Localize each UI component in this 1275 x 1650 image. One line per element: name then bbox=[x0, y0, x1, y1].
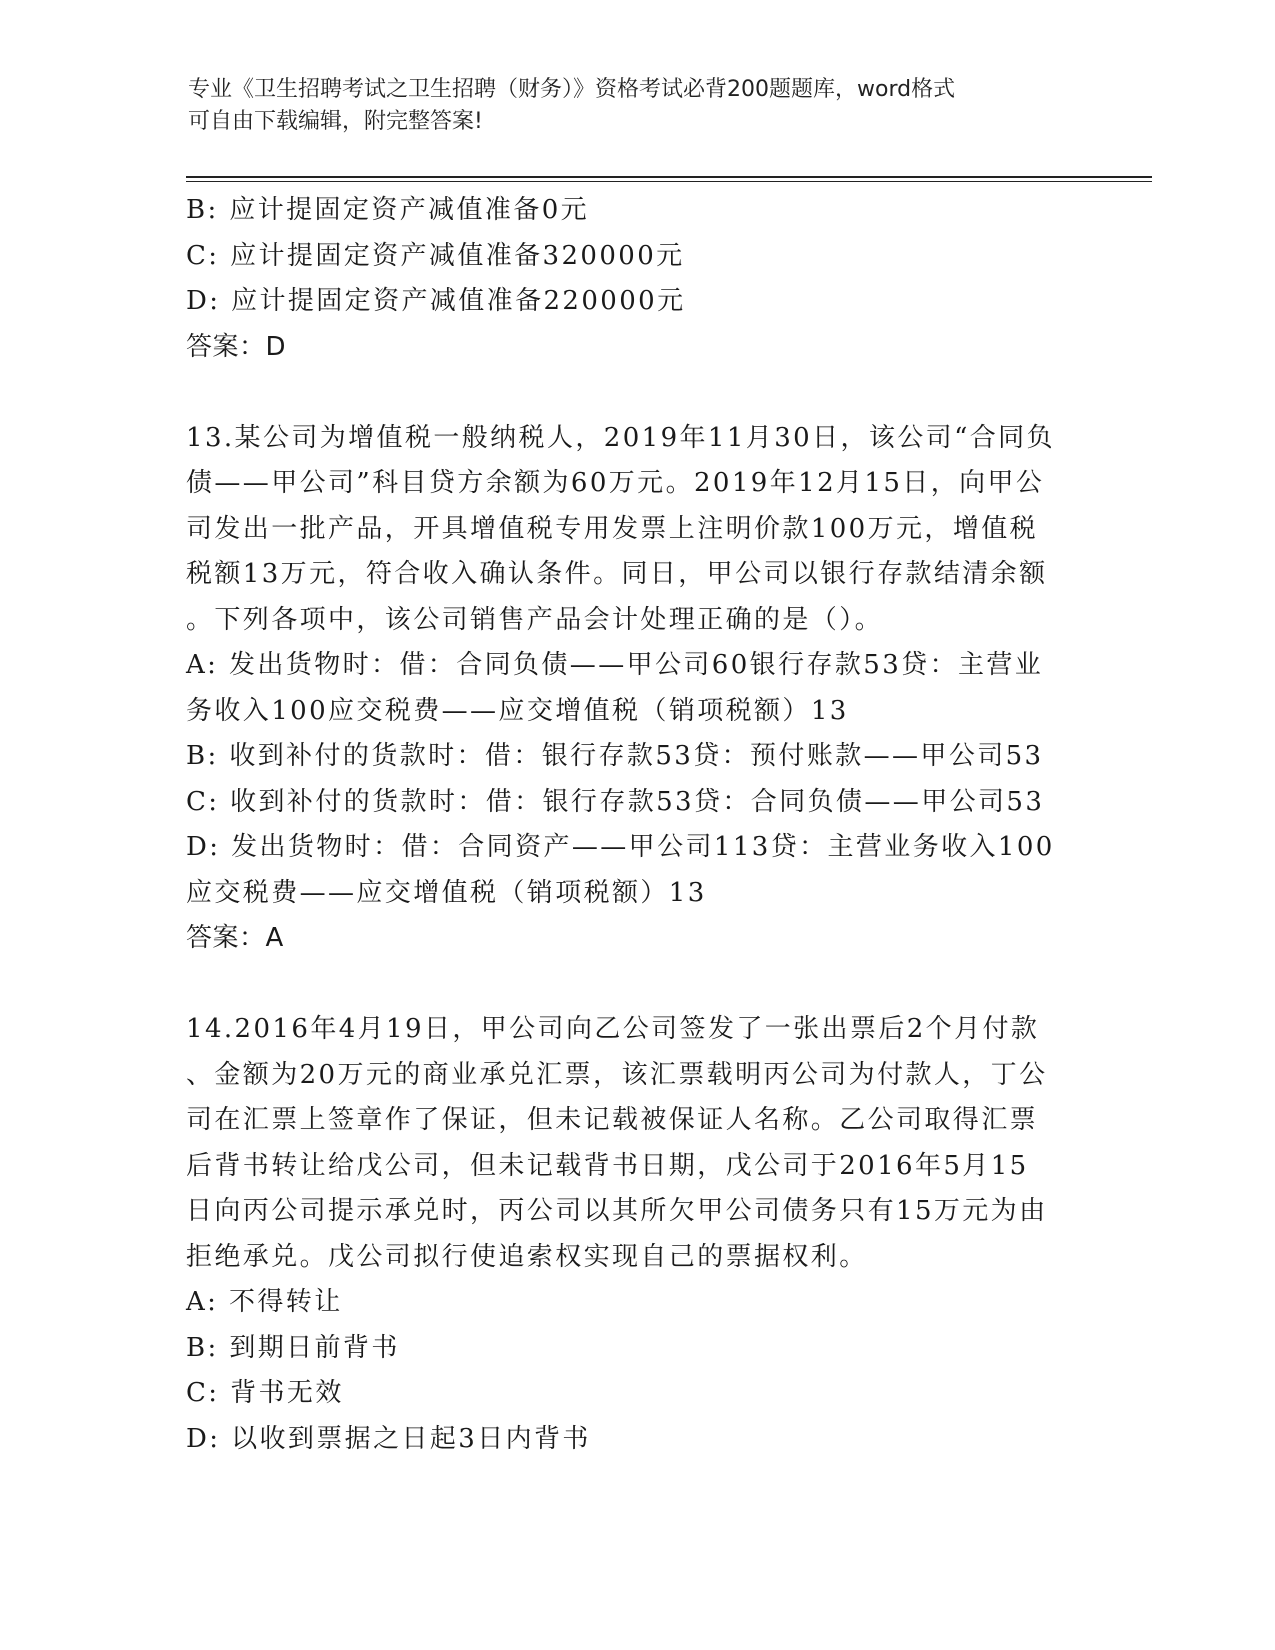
stem-line: 后背书转让给戊公司，但未记载背书日期，戊公司于2016年5月15 bbox=[186, 1150, 1029, 1181]
stem-line: 税额13万元，符合收入确认条件。同日，甲公司以银行存款结清余额 bbox=[186, 559, 1048, 589]
question-14 bbox=[186, 1007, 1086, 1462]
stem-line: 、金额为20万元的商业承兑汇票，该汇票载明丙公司为付款人，丁公 bbox=[186, 1059, 1048, 1090]
option-d: D: 应计提固定资产减值准备220000元 bbox=[186, 286, 686, 316]
option-c: C: 应计提固定资产减值准备320000元 bbox=[186, 240, 685, 271]
page-header bbox=[188, 74, 1068, 138]
option-d-line: 应交税费——应交增值税（销项税额）13 bbox=[186, 877, 707, 908]
option-a: A: 不得转让 bbox=[186, 1287, 343, 1317]
option-b: B: 应计提固定资产减值准备0元 bbox=[186, 195, 590, 225]
option-b: B: 收到补付的货款时：借：银行存款53贷：预付账款——甲公司53 bbox=[186, 741, 1044, 771]
question-stem bbox=[186, 1007, 1086, 1280]
stem-line: 14.2016年4月19日，甲公司向乙公司签发了一张出票后2个月付款 bbox=[186, 1014, 1040, 1044]
header-title-line-2: 可自由下载编辑，附完整答案! bbox=[188, 109, 483, 134]
stem-line: 拒绝承兑。戊公司拟行使追索权实现自己的票据权利。 bbox=[186, 1241, 868, 1272]
stem-line: 。下列各项中，该公司销售产品会计处理正确的是（）。 bbox=[186, 604, 884, 635]
question-stem bbox=[186, 416, 1086, 644]
question-12-tail bbox=[186, 188, 1086, 370]
stem-line: 13.某公司为增值税一般纳税人，2019年11月30日，该公司“合同负 bbox=[186, 422, 1055, 453]
option-a-line: A: 发出货物时：借：合同负债——甲公司60银行存款53贷：主营业 bbox=[186, 650, 1044, 680]
stem-line: 债——甲公司”科目贷方余额为60万元。2019年12月15日，向甲公 bbox=[186, 468, 1045, 498]
option-b: B: 到期日前背书 bbox=[186, 1332, 400, 1363]
document-body bbox=[186, 188, 1086, 1462]
header-title-line-1: 专业《卫生招聘考试之卫生招聘（财务）》资格考试必背200题题库，word格式 bbox=[188, 77, 956, 102]
option-c: C: 收到补付的货款时：借：银行存款53贷：合同负债——甲公司53 bbox=[186, 786, 1045, 817]
header-divider bbox=[186, 176, 1152, 182]
stem-line: 司在汇票上签章作了保证，但未记载被保证人名称。乙公司取得汇票 bbox=[186, 1105, 1039, 1135]
option-d: D: 以收到票据之日起3日内背书 bbox=[186, 1423, 591, 1454]
option-d bbox=[186, 825, 1086, 916]
option-d-line: D: 发出货物时：借：合同资产——甲公司113贷：主营业务收入100 bbox=[186, 832, 1055, 862]
question-13 bbox=[186, 416, 1086, 962]
option-a bbox=[186, 643, 1086, 734]
spacer bbox=[186, 962, 1086, 1008]
option-a-line: 务收入100应交税费——应交增值税（销项税额）13 bbox=[186, 695, 849, 726]
spacer bbox=[186, 370, 1086, 416]
answer-line: 答案：D bbox=[186, 331, 287, 362]
answer-line: 答案：A bbox=[186, 923, 284, 953]
option-c: C: 背书无效 bbox=[186, 1378, 344, 1408]
stem-line: 司发出一批产品，开具增值税专用发票上注明价款100万元，增值税 bbox=[186, 513, 1039, 544]
stem-line: 日向丙公司提示承兑时，丙公司以其所欠甲公司债务只有15万元为由 bbox=[186, 1196, 1048, 1226]
